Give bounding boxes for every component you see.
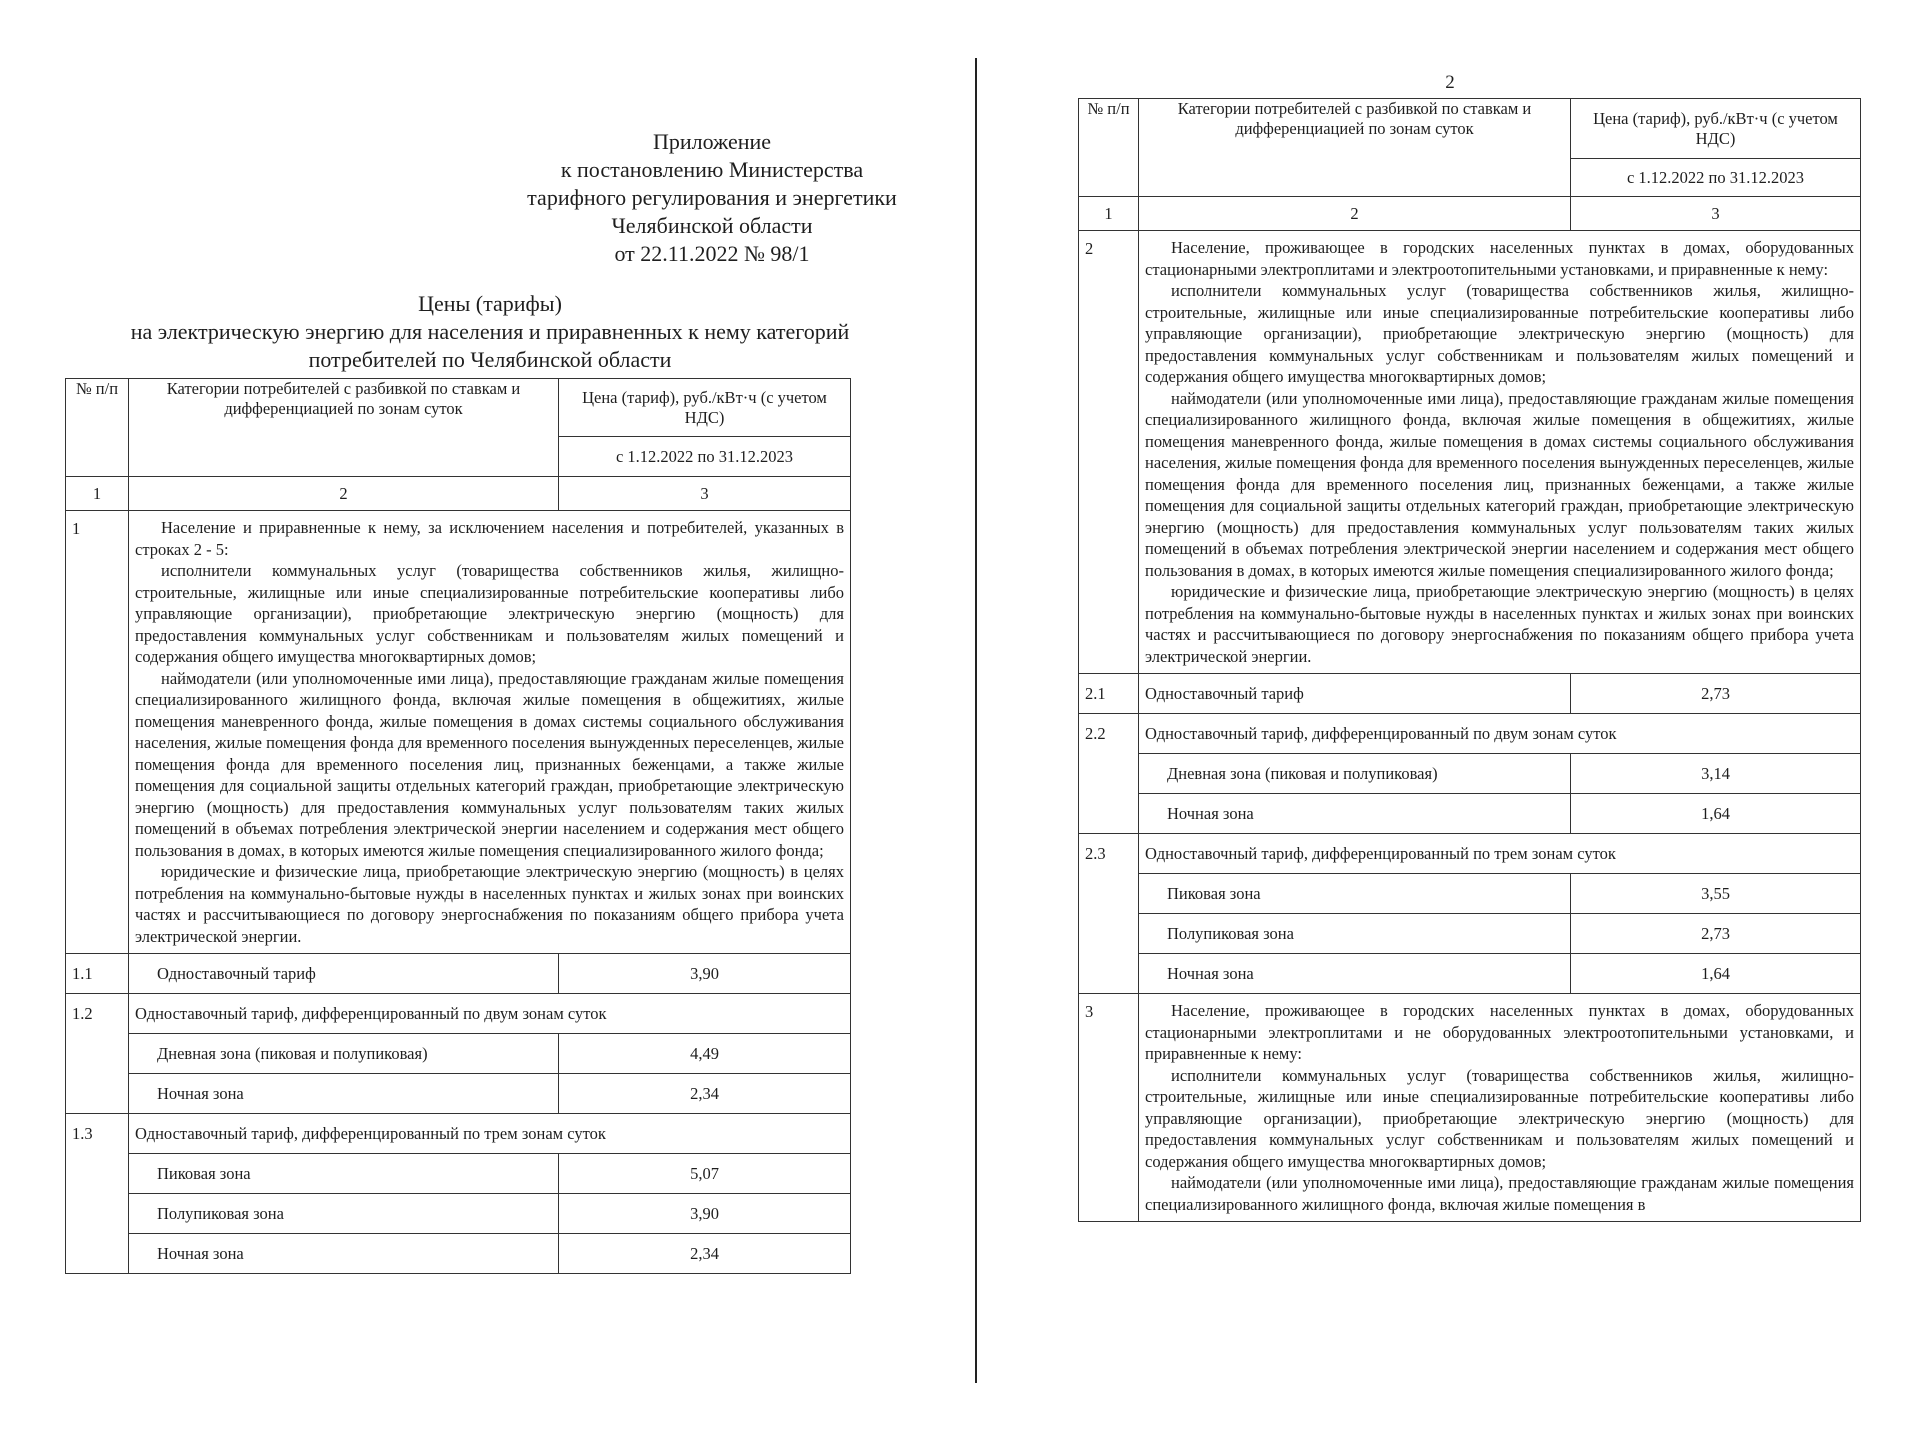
tariff-label: Одноставочный тариф	[1139, 674, 1571, 714]
document-title	[60, 290, 920, 374]
zone-value: 2,34	[559, 1074, 851, 1114]
zone-label: Ночная зона	[129, 1074, 559, 1114]
tariff-table-page-1	[65, 378, 851, 1274]
tariff-value: 2,73	[1571, 674, 1861, 714]
header-num-1: 1	[1079, 197, 1139, 231]
appendix-line: Челябинской области	[611, 213, 813, 238]
zone-label: Ночная зона	[1139, 954, 1571, 994]
appendix-line: от 22.11.2022 № 98/1	[614, 241, 810, 266]
header-col-price: Цена (тариф), руб./кВт·ч (с учетом НДС)	[559, 379, 851, 437]
appendix-line: Приложение	[652, 129, 772, 154]
header-col-number: № п/п	[1079, 99, 1139, 197]
page-number: 2	[1445, 72, 1455, 93]
paragraph: исполнители коммунальных услуг (товарищества собственников жилья, жилищно-строительные, жилищные или иные специализированные потребительские кооперативы либо управляющие организации), приобретающие электрическую энергию (мощность) для предоставления коммунальных услуг собственникам и пользователям жилых помещений и содержания общего имущества многоквартирных домов;	[135, 561, 844, 666]
tariff-value: 3,90	[559, 954, 851, 994]
zone-label: Ночная зона	[129, 1234, 559, 1274]
tariff-table-page-2	[1078, 98, 1861, 1222]
row-number: 1.2	[66, 994, 129, 1034]
header-col-category: Категории потребителей с разбивкой по ставкам и дифференциацией по зонам суток	[1139, 99, 1571, 197]
paragraph: наймодатели (или уполномоченные ими лица), предоставляющие гражданам жилые помещения специализированного жилищного фонда, включая жилые помещения в общежитиях, жилые помещения маневренного фонда, жилые помещения в домах системы социального обслуживания населения, жилые помещения фонда для временного поселения вынужденных переселенцев, жилые помещения фонда для временного поселения лиц, признанных беженцами, а также жилые помещения для социальной защиты отдельных категорий граждан, приобретающие электрическую энергию (мощность) для предоставления коммунальных услуг пользователям таких жилых помещений в объемах потребления электрической энергии населением и содержания мест общего пользования в домах, в которых имеются жилые помещения специализированного жилого фонда;	[1145, 388, 1854, 580]
row-number: 1	[66, 511, 129, 954]
title-line: Цены (тарифы)	[418, 291, 562, 316]
header-period: с 1.12.2022 по 31.12.2023	[1571, 159, 1861, 197]
header-col-number: № п/п	[66, 379, 129, 477]
zone-value: 3,55	[1571, 874, 1861, 914]
row-description	[1139, 994, 1861, 1222]
zone-label: Полупиковая зона	[129, 1194, 559, 1234]
paragraph: Население, проживающее в городских населенных пунктах в домах, оборудованных стационарными электроплитами и электроотопительными установками, и приравненные к нему:	[1145, 238, 1854, 279]
header-num-1: 1	[66, 477, 129, 511]
zone-label: Дневная зона (пиковая и полупиковая)	[129, 1034, 559, 1074]
row-number: 2	[1079, 231, 1139, 674]
zone-value: 1,64	[1571, 954, 1861, 994]
header-num-3: 3	[559, 477, 851, 511]
zone-value: 5,07	[559, 1154, 851, 1194]
paragraph: наймодатели (или уполномоченные ими лица), предоставляющие гражданам жилые помещения специализированного жилищного фонда, включая жилые помещения в общежитиях, жилые помещения маневренного фонда, жилые помещения в домах системы социального обслуживания населения, жилые помещения фонда для временного поселения вынужденных переселенцев, жилые помещения фонда для временного поселения лиц, признанных беженцами, а также жилые помещения для социальной защиты отдельных категорий граждан, приобретающие электрическую энергию (мощность) для предоставления коммунальных услуг пользователям таких жилых помещений в объемах потребления электрической энергии населением и содержания мест общего пользования в домах, в которых имеются жилые помещения специализированного жилого фонда;	[135, 668, 844, 860]
zone-label: Пиковая зона	[129, 1154, 559, 1194]
tariff-group-label: Одноставочный тариф, дифференцированный по трем зонам суток	[129, 1114, 851, 1154]
appendix-header	[492, 128, 932, 268]
title-line: на электрическую энергию для населения и приравненных к нему категорий	[130, 319, 850, 344]
tariff-label: Одноставочный тариф	[129, 954, 559, 994]
row-number: 2.2	[1079, 714, 1139, 754]
header-col-category: Категории потребителей с разбивкой по ставкам и дифференциацией по зонам суток	[129, 379, 559, 477]
row-number: 3	[1079, 994, 1139, 1222]
appendix-line: к постановлению Министерства	[560, 157, 864, 182]
paragraph: Население и приравненные к нему, за исключением населения и потребителей, указанных в строках 2 - 5:	[135, 518, 844, 559]
zone-label: Дневная зона (пиковая и полупиковая)	[1139, 754, 1571, 794]
row-number: 1.1	[66, 954, 129, 994]
zone-value: 1,64	[1571, 794, 1861, 834]
paragraph: исполнители коммунальных услуг (товарищества собственников жилья, жилищно-строительные, жилищные или иные специализированные потребительские кооперативы либо управляющие организации), приобретающие электрическую энергию (мощность) для предоставления коммунальных услуг собственникам и пользователям жилых помещений и содержания общего имущества многоквартирных домов;	[1145, 281, 1854, 386]
zone-value: 2,73	[1571, 914, 1861, 954]
tariff-group-label: Одноставочный тариф, дифференцированный по двум зонам суток	[129, 994, 851, 1034]
header-period: с 1.12.2022 по 31.12.2023	[559, 437, 851, 477]
page-2	[980, 0, 1920, 1430]
zone-value: 2,34	[559, 1234, 851, 1274]
tariff-group-label: Одноставочный тариф, дифференцированный по двум зонам суток	[1139, 714, 1861, 754]
paragraph: наймодатели (или уполномоченные ими лица), предоставляющие гражданам жилые помещения специализированного жилищного фонда, включая жилые помещения в	[1145, 1173, 1854, 1214]
row-description	[1139, 231, 1861, 674]
paragraph: исполнители коммунальных услуг (товарищества собственников жилья, жилищно-строительные, жилищные или иные специализированные потребительские кооперативы либо управляющие организации), приобретающие электрическую энергию (мощность) для предоставления коммунальных услуг собственникам и пользователям жилых помещений и содержания общего имущества многоквартирных домов;	[1145, 1065, 1854, 1171]
row-description	[129, 511, 851, 954]
zone-value: 3,14	[1571, 754, 1861, 794]
paragraph: юридические и физические лица, приобретающие электрическую энергию (мощность) в целях потребления на коммунально-бытовые нужды в населенных пунктах и жилых зонах при воинских частях и рассчитывающиеся по договору энергоснабжения по показаниям общего прибора учета электрической энергии.	[1145, 582, 1854, 666]
zone-label: Ночная зона	[1139, 794, 1571, 834]
header-col-price: Цена (тариф), руб./кВт·ч (с учетом НДС)	[1571, 99, 1861, 159]
page-divider	[975, 58, 977, 1383]
header-num-2: 2	[1139, 197, 1571, 231]
zone-label: Пиковая зона	[1139, 874, 1571, 914]
appendix-line: тарифного регулирования и энергетики	[527, 185, 897, 210]
paragraph: Население, проживающее в городских населенных пунктах в домах, оборудованных стационарными электроплитами и не оборудованных электроотопительными установками, и приравненные к нему:	[1145, 1001, 1854, 1063]
row-number: 2.1	[1079, 674, 1139, 714]
tariff-group-label: Одноставочный тариф, дифференцированный по трем зонам суток	[1139, 834, 1861, 874]
paragraph: юридические и физические лица, приобретающие электрическую энергию (мощность) в целях потребления на коммунально-бытовые нужды в населенных пунктах и жилых зонах при воинских частях и рассчитывающиеся по договору энергоснабжения по показаниям общего прибора учета электрической энергии.	[135, 862, 844, 946]
header-num-2: 2	[129, 477, 559, 511]
zone-value: 4,49	[559, 1034, 851, 1074]
row-number: 1.3	[66, 1114, 129, 1154]
zone-value: 3,90	[559, 1194, 851, 1234]
header-num-3: 3	[1571, 197, 1861, 231]
zone-label: Полупиковая зона	[1139, 914, 1571, 954]
row-number: 2.3	[1079, 834, 1139, 874]
title-line: потребителей по Челябинской области	[308, 347, 672, 372]
